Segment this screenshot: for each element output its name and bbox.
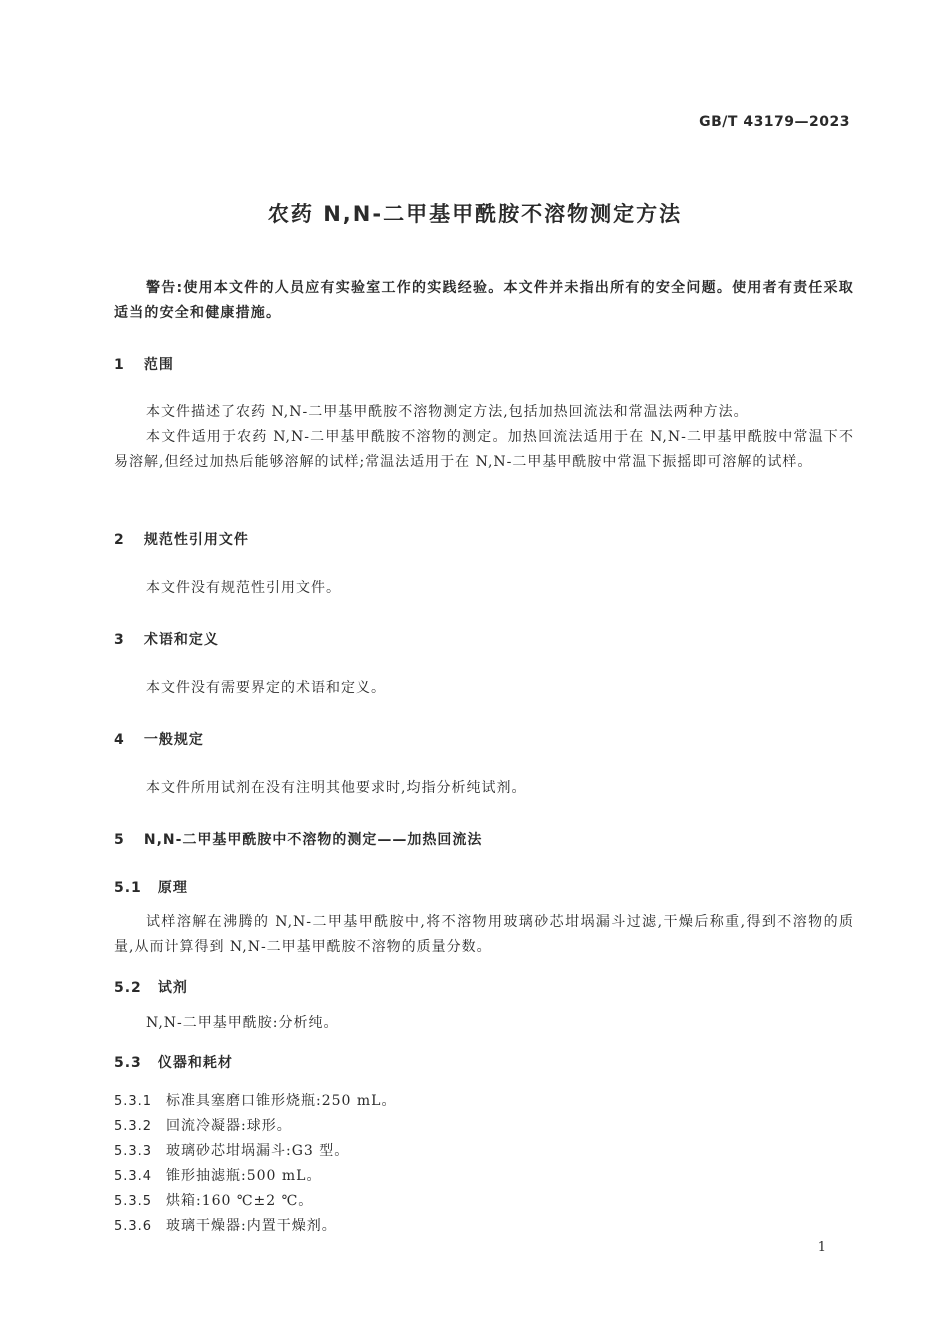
section-4-paragraph: 本文件所用试剂在没有注明其他要求时,均指分析纯试剂。	[146, 780, 527, 796]
section-title: 范围	[143, 357, 174, 373]
section-number: 5.3	[114, 1055, 142, 1071]
section-number: 4	[114, 732, 125, 748]
list-item	[114, 1140, 349, 1160]
item-number: 5.3.2	[114, 1119, 153, 1134]
subsection-heading-5-3	[114, 1052, 233, 1072]
subsection-heading-5-2	[114, 977, 188, 997]
document-title: 农药 N,N-二甲基甲酰胺不溶物测定方法	[267, 202, 683, 226]
item-number: 5.3.4	[114, 1169, 153, 1184]
subsection-5-1-paragraph: 试样溶解在沸腾的 N,N-二甲基甲酰胺中,将不溶物用玻璃砂芯坩埚漏斗过滤,干燥后称重,得到不溶物的质量,从而计算得到 N,N-二甲基甲酰胺不溶物的质量分数。	[114, 914, 854, 955]
item-number: 5.3.3	[114, 1144, 153, 1159]
item-text: 回流冷凝器:球形。	[166, 1118, 292, 1134]
item-text: 锥形抽滤瓶:500 mL。	[166, 1168, 322, 1184]
section-title: 原理	[157, 880, 188, 896]
list-item	[114, 1215, 337, 1235]
subsection-heading-5-1	[114, 877, 188, 897]
section-number: 3	[114, 632, 125, 648]
section-title: 仪器和耗材	[157, 1055, 233, 1071]
section-number: 1	[114, 357, 125, 373]
list-item	[114, 1190, 313, 1210]
list-item	[114, 1090, 396, 1110]
section-title: 规范性引用文件	[143, 532, 249, 548]
section-number: 5.2	[114, 980, 142, 996]
item-text: 玻璃砂芯坩埚漏斗:G3 型。	[166, 1143, 350, 1159]
item-number: 5.3.6	[114, 1219, 153, 1234]
section-3-paragraph: 本文件没有需要界定的术语和定义。	[146, 680, 386, 696]
section-heading-1	[114, 354, 174, 374]
item-number: 5.3.1	[114, 1094, 153, 1109]
item-text: 标准具塞磨口锥形烧瓶:250 mL。	[166, 1093, 397, 1109]
section-title: 术语和定义	[143, 632, 219, 648]
section-heading-3	[114, 629, 219, 649]
subsection-5-2-paragraph: N,N-二甲基甲酰胺:分析纯。	[146, 1015, 339, 1031]
section-number: 5.1	[114, 880, 142, 896]
section-title: N,N-二甲基甲酰胺中不溶物的测定——加热回流法	[143, 832, 483, 848]
item-text: 玻璃干燥器:内置干燥剂。	[166, 1218, 337, 1234]
list-item	[114, 1115, 292, 1135]
standard-number: GB/T 43179—2023	[699, 114, 850, 130]
section-1-paragraph-1: 本文件描述了农药 N,N-二甲基甲酰胺不溶物测定方法,包括加热回流法和常温法两种方法。	[146, 404, 749, 420]
section-1-paragraph-2: 本文件适用于农药 N,N-二甲基甲酰胺不溶物的测定。加热回流法适用于在 N,N-二甲基甲酰胺中常温下不易溶解,但经过加热后能够溶解的试样;常温法适用于在 N,N-二甲基甲酰胺中常温下振摇即可溶解的试样。	[114, 429, 854, 470]
section-heading-2	[114, 529, 249, 549]
section-number: 5	[114, 832, 125, 848]
section-title: 一般规定	[143, 732, 204, 748]
section-title: 试剂	[157, 980, 188, 996]
warning-paragraph: 警告:使用本文件的人员应有实验室工作的实践经验。本文件并未指出所有的安全问题。使用者有责任采取适当的安全和健康措施。	[114, 280, 854, 321]
item-number: 5.3.5	[114, 1194, 153, 1209]
list-item	[114, 1165, 321, 1185]
section-2-paragraph: 本文件没有规范性引用文件。	[146, 580, 341, 596]
section-number: 2	[114, 532, 125, 548]
item-text: 烘箱:160 ℃±2 ℃。	[166, 1193, 314, 1209]
section-heading-5	[114, 829, 482, 849]
page-number: 1	[817, 1240, 826, 1255]
section-heading-4	[114, 729, 204, 749]
